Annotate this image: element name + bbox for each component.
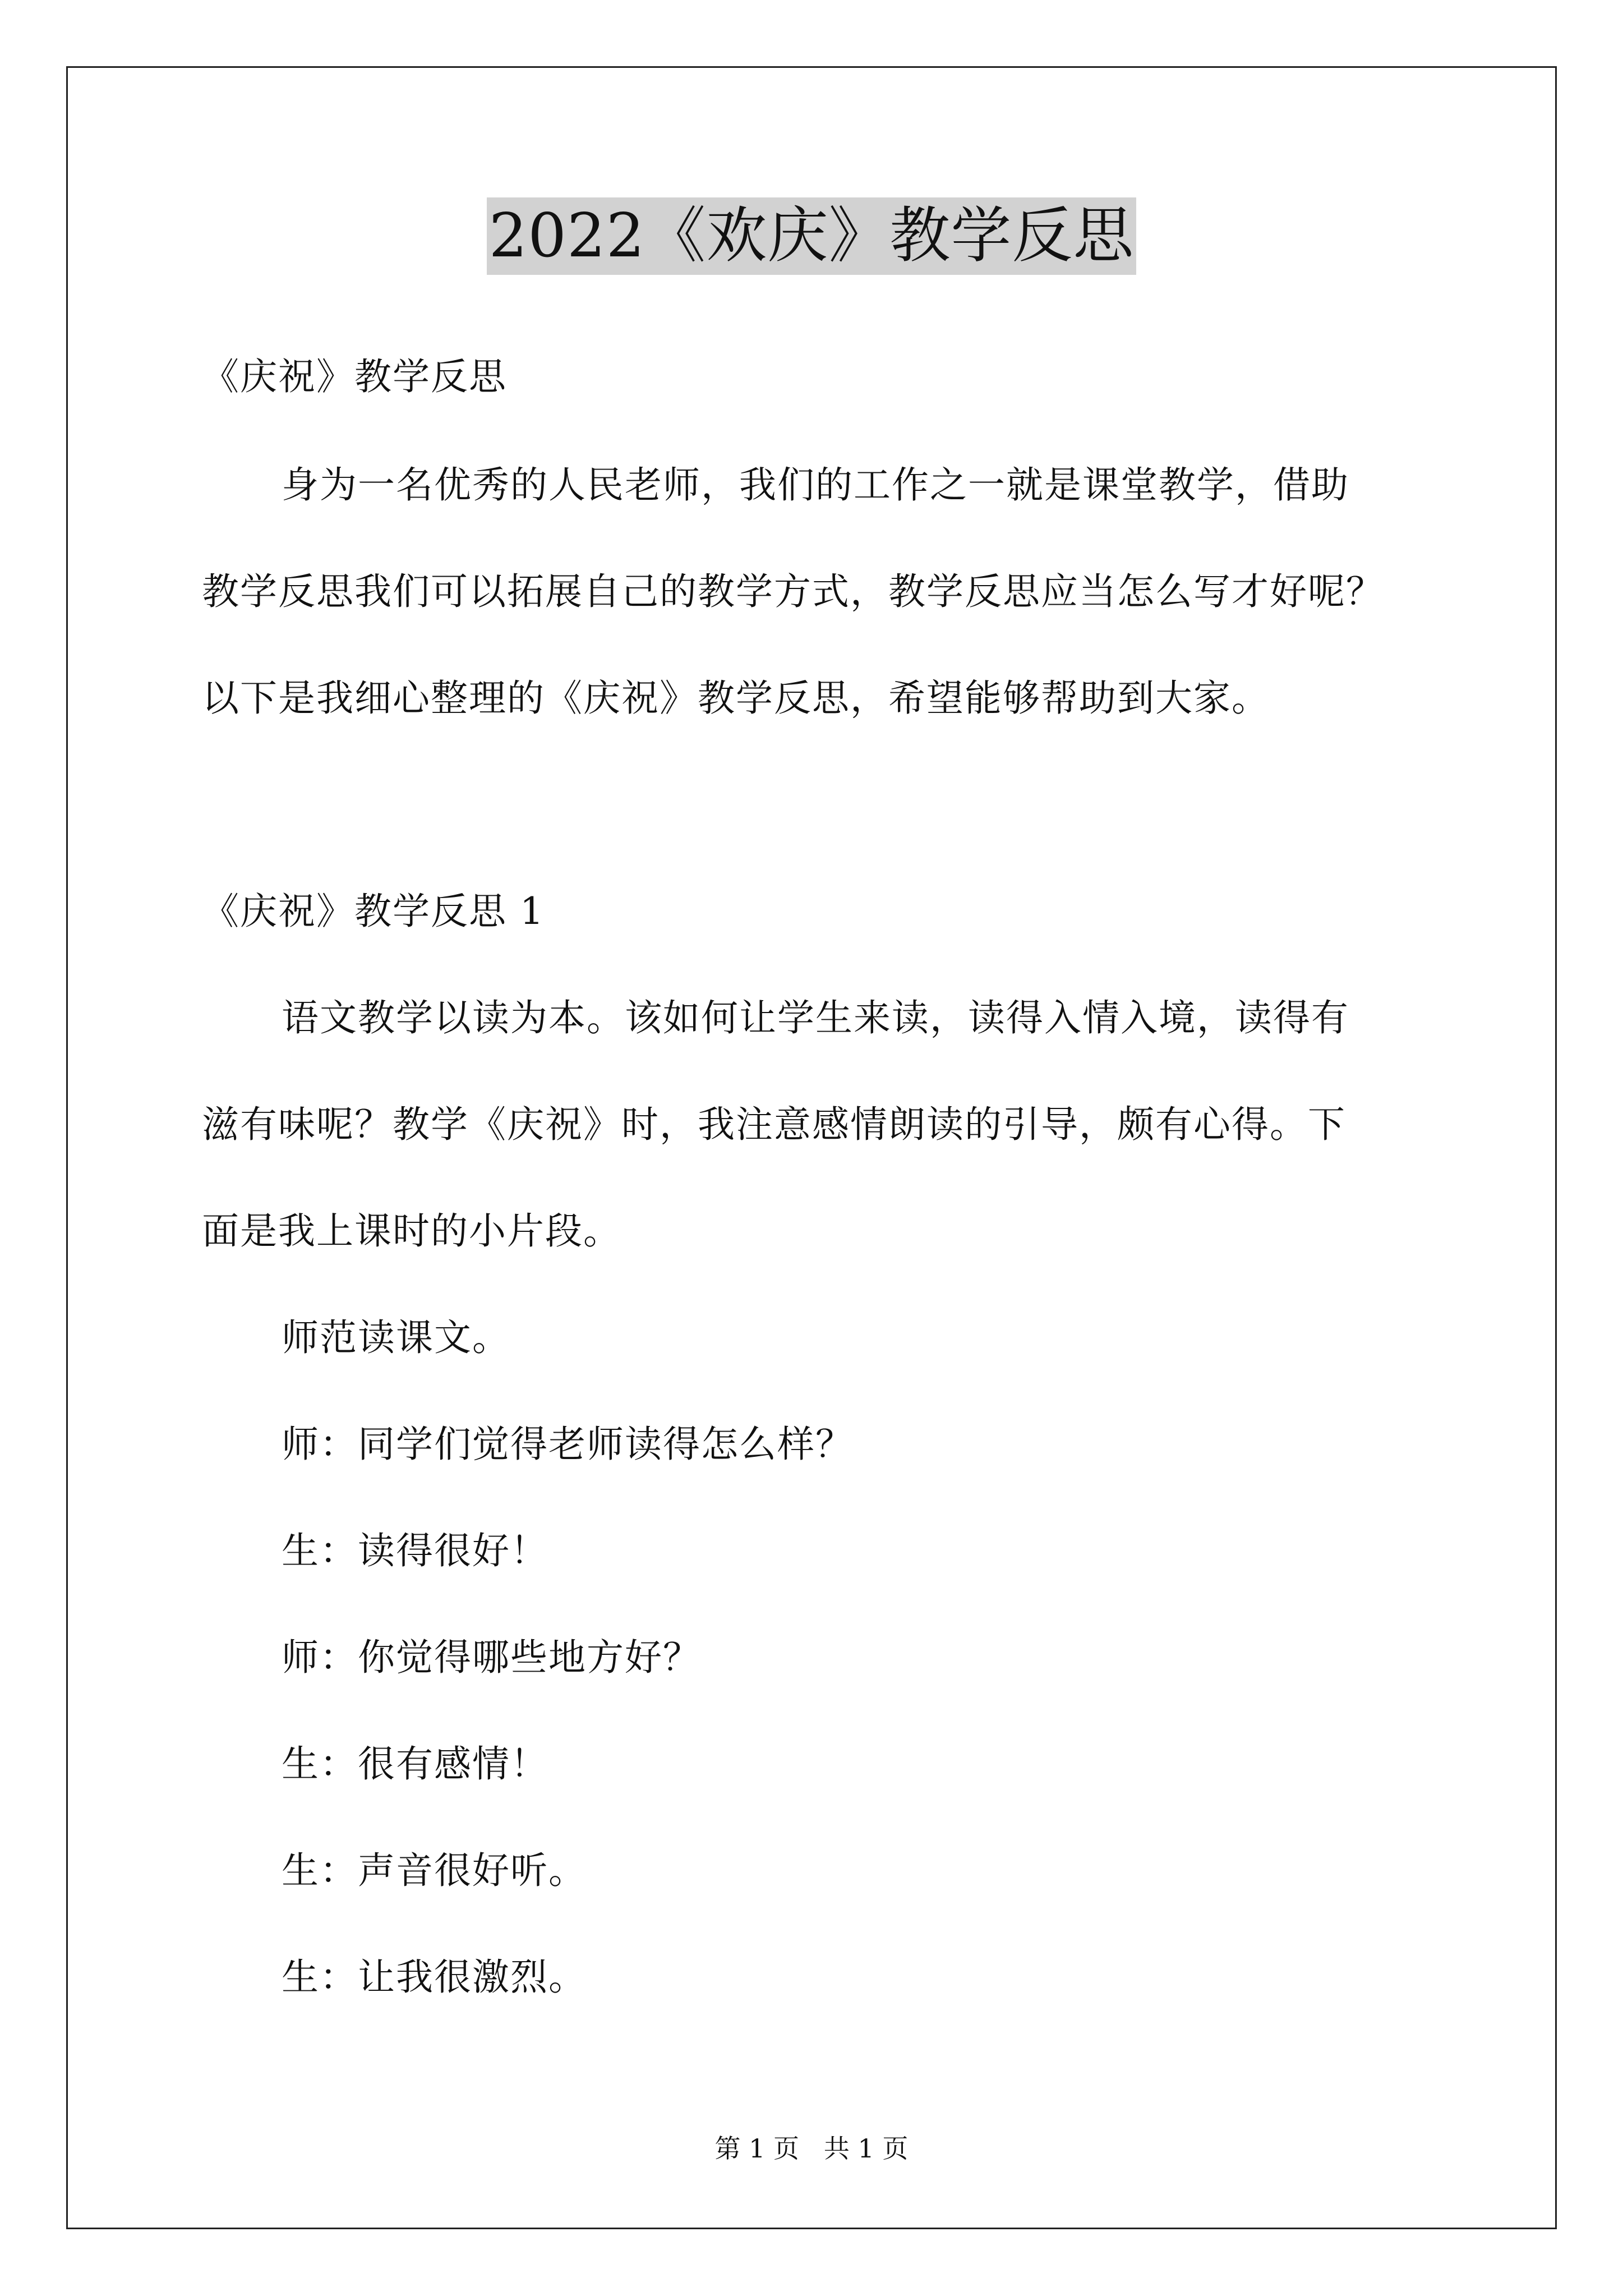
dialogue-line-1: 师范读课文。	[282, 1316, 510, 1359]
section1-line-2: 滋有味呢？教学《庆祝》时，我注意感情朗读的引导，颇有心得。下	[202, 1103, 1346, 1146]
intro-line-1: 身为一名优秀的人民老师，我们的工作之一就是课堂教学，借助	[282, 463, 1349, 507]
dialogue-line-4: 师：你觉得哪些地方好？	[282, 1636, 701, 1679]
heading-section-1: 《庆祝》教学反思 1	[202, 890, 545, 933]
document-title: 2022《欢庆》教学反思	[487, 197, 1137, 275]
dialogue-line-3: 生：读得很好！	[282, 1529, 548, 1572]
heading-intro: 《庆祝》教学反思	[202, 355, 507, 398]
page-footer: 第 1 页 共 1 页	[714, 2133, 909, 2164]
intro-line-2: 教学反思我们可以拓展自己的教学方式，教学反思应当怎么写才好呢？	[202, 570, 1384, 613]
dialogue-line-6: 生：声音很好听。	[282, 1849, 587, 1892]
section1-line-1: 语文教学以读为本。该如何让学生来读，读得入情入境，读得有	[282, 996, 1349, 1039]
dialogue-line-5: 生：很有感情！	[282, 1742, 548, 1786]
dialogue-line-2: 师：同学们觉得老师读得怎么样？	[282, 1423, 854, 1466]
section1-line-3: 面是我上课时的小片段。	[202, 1209, 621, 1253]
intro-line-3: 以下是我细心整理的《庆祝》教学反思，希望能够帮助到大家。	[202, 677, 1270, 720]
title-container	[0, 197, 1623, 275]
dialogue-line-7: 生：让我很激烈。	[282, 1955, 587, 1999]
